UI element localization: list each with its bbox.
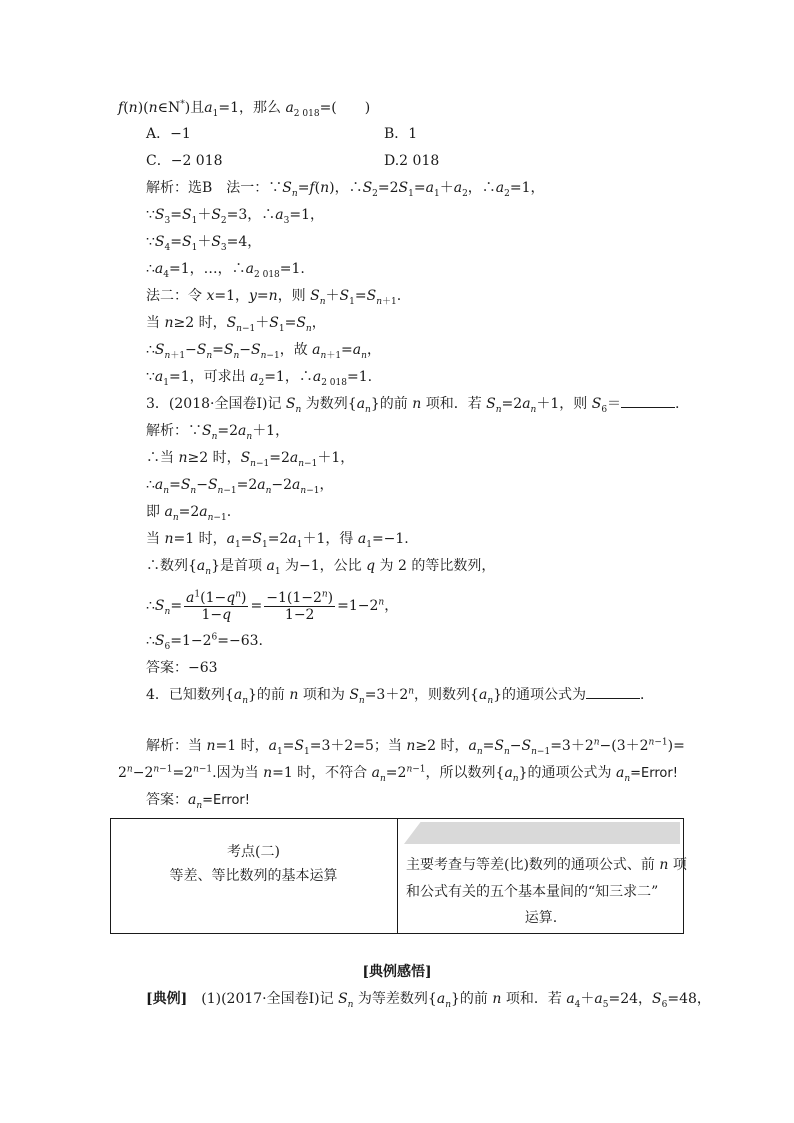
q3-answer-blank xyxy=(621,395,675,408)
kaodian-desc-line-3: 运算. xyxy=(524,910,558,926)
q4-solution-line-1: 解析：当 n=1 时，$a_1=S_1=3+2=5$；当 n≥2 时，$a_n=S_n-S_{n-1}=3+2^n-(3+2^{n-1})=$ xyxy=(146,737,685,757)
q2-solution-line-3: $\because S_4=S_1+S_3=4$， xyxy=(146,234,262,253)
option-a: A．−1 xyxy=(146,126,191,142)
q2-solution-line-4: $\therefore a_4=1$，…，$\therefore a_{2 018}=1$. xyxy=(146,261,305,280)
q2-solution-line-7: $\therefore S_{n+1}-S_n=S_n-S_{n-1}$，故 $a_{n+1}=a_n$， xyxy=(146,342,381,361)
kaodian-tab-decoration xyxy=(404,822,680,844)
kaodian-subtitle: 等差、等比数列的基本运算 xyxy=(169,868,338,884)
kaodian-title: 考点(二) xyxy=(227,844,280,860)
q3-solution-line-6: ∴数列$\{a_n\}$是首项 $a_1$ 为−1，公比 q 为 2 的等比数列， xyxy=(146,558,496,577)
q2-solution-line-8: $\because a_1=1$，可求出 $a_2=1$，$\therefore a_{2 018}=1$. xyxy=(146,369,373,388)
option-d: D.2 018 xyxy=(384,153,440,169)
q4-solution-line-2: $2^n-2^{n-1}=2^{n-1}$.因为当 n=1 时，不符合 $a_n=2^{n-1}$，所以数列$\{a_n\}$的通项公式为 $a_n=Error$! xyxy=(118,764,678,784)
q2-solution-line-2: $\because S_3=S_1+S_2=3$，$\therefore a_3=1$， xyxy=(146,207,325,226)
q4-answer: 答案：$a_n=Error$! xyxy=(146,792,250,811)
option-c: C．−2 018 xyxy=(146,153,223,169)
q2-stem-continuation: f(n)(n∈N*)且$a_1=1$，那么 $a_{2 018}=$( ) xyxy=(118,99,371,119)
q4-answer-blank xyxy=(586,686,640,699)
dianli-text: [典例] (1)(2017·全国卷Ⅰ)记 $S_n$ 为等差数列$\{a_n\}$的前 n 项和．若 $a_4+a_5=24$，$S_6=48$， xyxy=(146,991,711,1010)
q3-solution-line-4: 即 $a_n=2a_{n-1}$. xyxy=(146,504,232,523)
q3-stem: 3．(2018·全国卷Ⅰ)记 $S_n$ 为数列$\{a_n\}$的前 n 项和．若 $S_n=2a_n+1$，则 $S_6=$ . xyxy=(146,396,680,415)
q3-answer: 答案：−63 xyxy=(146,660,218,676)
q3-solution-line-2: ∴当 n≥2 时，$S_{n-1}=2a_{n-1}+1$， xyxy=(146,450,355,469)
q3-solution-line-1: 解析：$\because S_n=2a_n+1$， xyxy=(146,423,290,442)
q3-solution-line-3: $\therefore a_n=S_n-S_{n-1}=2a_n-2a_{n-1}$， xyxy=(146,477,334,496)
q2-solution-line-1: 解析：选B 法一：$\because S_n=f(n)$，$\therefore S_2=2S_1=a_1+a_2$，$\therefore a_2=1$， xyxy=(146,180,545,199)
q3-solution-line-8: $\therefore S_6=1-2^6=-63$. xyxy=(146,632,263,652)
kaodian-desc-line-2: 和公式有关的五个基本量间的“知三求二” xyxy=(406,884,659,900)
q2-solution-line-6: 当 n≥2 时，$S_{n-1}+S_1=S_n$， xyxy=(146,315,326,334)
option-b: B．1 xyxy=(384,126,418,142)
q4-stem: 4．已知数列$\{a_n\}$的前 n 项和为 $S_n=3+2^n$，则数列$\{a_n\}$的通项公式为 ． xyxy=(146,686,655,706)
q3-solution-line-7: $\therefore S_n=$ $\frac{a^1(1-q^n)}{1-q}$ = $\frac{-1(1-2^n)}{1-2}$ $=1-2^n$， xyxy=(146,588,399,623)
dianli-heading: [典例感悟] xyxy=(362,964,432,980)
q2-solution-line-5: 法二：令 x=1，y=n，则 $S_n+S_1=S_{n+1}$. xyxy=(146,288,402,307)
kaodian-desc-line-1: 主要考查与等差(比)数列的通项公式、前 n 项 xyxy=(406,857,687,873)
q3-solution-line-5: 当 n=1 时，$a_1=S_1=2a_1+1$，得 $a_1=-1$. xyxy=(146,531,409,550)
